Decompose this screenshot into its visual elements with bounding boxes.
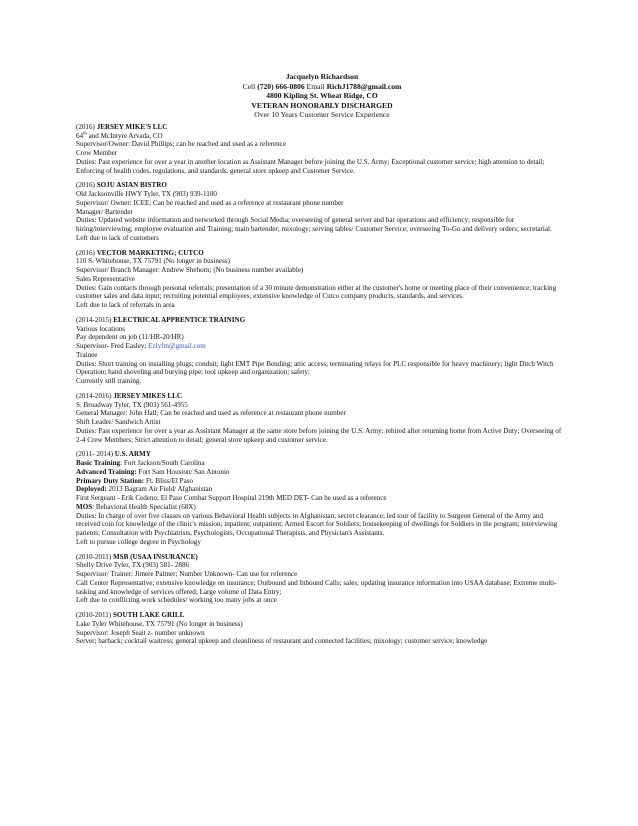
line-text: Supervisor- Fred Easley; — [76, 342, 149, 351]
section-line — [76, 342, 568, 351]
section-line — [76, 208, 568, 217]
section-line — [76, 494, 568, 503]
section-heading — [76, 123, 568, 132]
section-title: SOUTH LAKE GRILL — [112, 611, 185, 620]
line-text: and McIntyre Arvada, CO — [86, 131, 163, 140]
line-text: Various locations — [76, 324, 126, 333]
applicant-name: Jacquelyn Richardson — [285, 72, 359, 81]
line-text: Old Jacksonville HWY Tyler, TX (903) 939-1100 — [76, 190, 217, 199]
section-line — [76, 333, 568, 342]
line-text: Fort Sam Houston/ San Antonio — [136, 467, 230, 476]
section-title: ELECTRICAL APPRENTICE TRAINING — [113, 315, 246, 324]
section-line — [76, 409, 568, 418]
line-text: Shelly Drive Tyler, TX (903) 581- 2886 — [76, 561, 190, 570]
line-text: Server; barback; cocktail waitress; general upkeep and cleanliness of restaurant and connected facilities; mixology; customer service; knowledge — [76, 637, 488, 646]
section-line — [76, 284, 568, 302]
experience-section — [76, 553, 568, 606]
line-text: Left due to conflicting work schedules/ working too many jobs at once — [76, 596, 277, 605]
line-text: Trainee — [76, 350, 98, 359]
line-text: : Behavioral Health Specialist (68X) — [92, 502, 196, 511]
section-line — [76, 216, 568, 234]
section-heading — [76, 181, 568, 190]
section-line — [76, 570, 568, 579]
line-text: Duties: Gain contacts through personal referrals; presentation of a 30 minute demonstration either at the customer's home or meeting place of their convenience; tracking customer sales and data input; recruiting potential employees; extensive knowledge of Cutco company products, standards, and services. — [76, 283, 557, 301]
line-text: Duties: Past experience for over a year in another location as Assistant Manager before joining the U.S. Army; Exceptional customer service; high attention to detail; Enforcing of health codes, regulations, and standards, general store upkeep and Customer Service. — [76, 157, 545, 175]
section-line — [76, 149, 568, 158]
line-text: Supervisor/ Owner: ICEE; Can be reached and used as a reference at restaurant phone number — [76, 198, 344, 207]
veteran-status: VETERAN HONORABLY DISCHARGED — [251, 100, 393, 110]
section-heading — [76, 249, 568, 258]
experience-section — [76, 123, 568, 176]
section-years: (2010-2011) — [76, 552, 113, 561]
line-text: Duties: Short training on installing plugs; conduit; light EMT Pipe Bending; attic access; terminating relays for PLC responsible for heavy machinery; light Ditch Witch Operation; hand shoveling and burying pipe; tool upkeep and organization; safety; — [76, 359, 554, 377]
section-line — [76, 620, 568, 629]
section-line — [76, 199, 568, 208]
section-years: (2016) — [76, 248, 97, 257]
cell-number: (720) 666-0806 — [257, 81, 305, 91]
line-text: Crew Member — [76, 149, 118, 158]
section-line — [76, 257, 568, 266]
section-title: MSB (USAA INSURANCE) — [112, 552, 198, 561]
line-text: Duties: In charge of over five classes on various Behavioral Health subjects in Afghanistan; secret clearance; led tour of facility to Surgeon General of the Army and received coin for knowledge of the clinic's mission; inpatient; outpatient; Armed Escort for Soldiers; housekeeping of dwellings for Soldiers in the program; interviewing patients; Consultation with Psychiatrists, Psychologists, Occupational Therapists, and Physician's Assistants. — [76, 511, 558, 538]
section-line — [76, 629, 568, 638]
section-line — [76, 579, 568, 597]
line-text: Call Center Representative; extensive knowledge on insurance; Outbound and Inbound Calls; sales; updating insurance information into USAA database; Extreme multi-tasking and knowledge of services offered; Large volume of Data Entry; — [76, 578, 557, 596]
resume-header — [76, 72, 568, 120]
email-label: Email — [304, 81, 327, 91]
line-text: Left due to lack of customers — [76, 233, 159, 242]
line-text: First Sergeant - Erik Cedeno; El Paso Combat Support Hospital 219th MED DET- Can be used as a reference — [76, 494, 387, 503]
field-label: Advanced Training: — [76, 467, 137, 476]
line-text: 2013 Bagram Air Field/ Afghanistan — [106, 485, 213, 494]
section-line — [76, 325, 568, 334]
experience-section — [76, 249, 568, 310]
experience-list — [76, 123, 568, 646]
section-heading — [76, 553, 568, 562]
line-text: Sales Representative — [76, 274, 135, 283]
section-line — [76, 234, 568, 243]
line-text: Ft. Bliss/El Paso — [144, 476, 194, 485]
section-line — [76, 360, 568, 378]
section-heading — [76, 392, 568, 401]
section-line — [76, 401, 568, 410]
section-line — [76, 468, 568, 477]
section-line — [76, 301, 568, 310]
section-line — [76, 538, 568, 547]
section-title: JERSEY MIKES LLC — [113, 391, 182, 400]
field-label: Basic Training — [76, 459, 121, 468]
line-text: Duties: Past experience for over a year as Assistant Manager at the same store before joining the U.S. Army; rehired after returning home from Active Duty; Overseeing of 2-4 Crew Members; Strict attention to detail; general store upkeep and customer service. — [76, 426, 562, 444]
section-heading — [76, 611, 568, 620]
ordinal-suffix: th — [83, 131, 87, 137]
section-line — [76, 158, 568, 176]
section-title: JERSEY MIKE'S LLC — [96, 122, 168, 131]
section-line — [76, 477, 568, 486]
section-years: (2014-2016) — [76, 391, 114, 400]
section-line — [76, 351, 568, 360]
section-years: (2010-2011) — [76, 611, 113, 620]
section-line — [76, 266, 568, 275]
line-text: Manager/ Bartender — [76, 207, 133, 216]
section-line — [76, 459, 568, 468]
field-label: Deployed: — [76, 485, 107, 494]
experience-summary: Over 10 Years Customer Service Experience — [254, 110, 390, 120]
line-text: Supervisor/ Branch Manager: Andrew Shehorn; (No business number available) — [76, 266, 304, 275]
field-label: MOS — [76, 502, 93, 511]
experience-section — [76, 450, 568, 546]
section-line — [76, 637, 568, 646]
line-text: Supervisor/Owner: David Phillips; can be reached and used as a reference — [76, 140, 286, 149]
section-line — [76, 132, 568, 141]
email-link[interactable]: Ezlyfm@gmail.com — [148, 342, 206, 351]
experience-section — [76, 392, 568, 445]
section-line — [76, 190, 568, 199]
section-line — [76, 596, 568, 605]
section-line — [76, 512, 568, 538]
field-label: Primary Duty Station: — [76, 476, 145, 485]
line-text: Left to pursue college degree in Psychology — [76, 537, 201, 546]
section-line — [76, 140, 568, 149]
email-address[interactable]: RichJ1788@gmail.com — [326, 81, 402, 91]
line-text: Left due to lack of referrals in area — [76, 301, 175, 310]
contact-line — [76, 82, 568, 92]
line-text: : Fort Jackson/South Carolina — [120, 459, 205, 468]
line-text: Pay dependent on job (11/HR-20/HR) — [76, 333, 184, 342]
section-title: VECTOR MARKETING; CUTCO — [96, 248, 204, 257]
section-title: SOJU ASIAN BISTRO — [96, 181, 167, 190]
line-text: 110 S. Whitehouse, TX 75791 (No longer in business) — [76, 257, 230, 266]
section-title: U.S. ARMY — [114, 450, 151, 459]
section-line — [76, 503, 568, 512]
section-years: (2014-2015) — [76, 315, 114, 324]
section-line — [76, 377, 568, 386]
experience-section — [76, 316, 568, 386]
line-text: Supervisor: Joseph Seait z- number unknown — [76, 628, 205, 637]
line-text: S. Broadway Tyler, TX (903) 561-4955 — [76, 400, 188, 409]
experience-section — [76, 181, 568, 242]
section-heading — [76, 450, 568, 459]
section-line — [76, 275, 568, 284]
line-text: Lake Tyler Whitehouse, TX 75791 (No longer in business) — [76, 619, 243, 628]
line-text: Shift Leader/ Sandwich Artist — [76, 418, 161, 427]
line-text: General Manager: John Hall; Can be reached and used as reference at restaurant phone number — [76, 409, 346, 418]
section-heading — [76, 316, 568, 325]
section-line — [76, 418, 568, 427]
line-text: Currently still training. — [76, 377, 142, 386]
section-years: (2016) — [76, 181, 97, 190]
cell-prefix: Cell — [242, 81, 258, 91]
section-line — [76, 485, 568, 494]
section-line — [76, 561, 568, 570]
section-years: (2011- 2014) — [76, 450, 115, 459]
section-line — [76, 427, 568, 445]
experience-section — [76, 611, 568, 646]
line-text: Duties: Updated website information and networked through Social Media; overseeing of general server and bar operations and efficiency; responsible for hiring/interviewing; employee evaluation and Training; main bartender; mixology; serving tables/ Customer Service; overseeing To-Go and delivery orders; secretarial. — [76, 216, 552, 234]
address: 4800 Kipling St. Wheat Ridge, CO — [266, 91, 378, 101]
resume-page — [76, 72, 568, 646]
section-years: (2016) — [76, 122, 97, 131]
line-text: Supervisor/ Trainer: Jimere Palmer; Number Unknown- Can use for reference — [76, 570, 298, 579]
line-prefix: 64 — [76, 131, 84, 140]
